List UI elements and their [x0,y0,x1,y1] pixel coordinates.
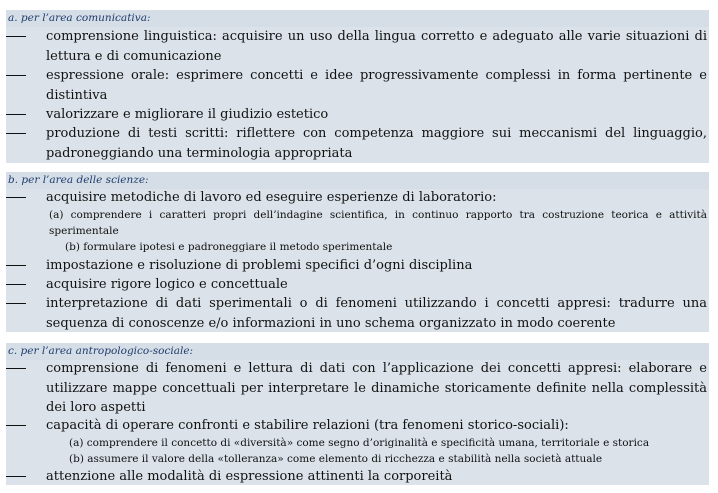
item-text: valorizzare e migliorare il giudizio estetico [46,107,329,122]
section-a-header: a. per l’area comunicativa: [6,10,709,27]
item-text: interpretazione di dati sperimentali o di fenomeni utilizzando i concetti appresi: tradurre una sequenza di conoscenze e/o informazioni in uno schema organizzato in modo coerente [46,296,707,331]
dash-bullet [6,133,26,134]
item-text: produzione di testi scritti: riflettere con competenza maggiore sui meccanismi del linguaggio, padroneggiando una terminologia appropriata [46,126,707,161]
dash-bullet [6,303,26,304]
dash-bullet [6,425,26,426]
dash-bullet [6,75,26,76]
dash-bullet [6,284,26,285]
sub-item: (a) comprendere il concetto di «diversità» come segno d’originalità e specificità umana, territoriale e storica [69,437,650,449]
dash-bullet [6,265,26,266]
item-text: comprensione linguistica: acquisire un uso della lingua corretto e adeguato alle varie situazioni di lettura e di comunicazione [46,29,707,64]
sub-item: (b) formulare ipotesi e padroneggiare il metodo sperimentale [65,241,393,253]
sub-item: (a) comprendere i caratteri propri dell’indagine scientifica, in continuo rapporto tra costruzione teorica e attività sperimentale [49,209,707,237]
dash-bullet [6,114,26,115]
item-text: acquisire rigore logico e concettuale [46,277,288,292]
section-c-header: c. per l’area antropologico-sociale: [6,343,709,360]
dash-bullet [6,36,26,37]
item-text: acquisire metodiche di lavoro ed eseguire esperienze di laboratorio: [46,190,497,205]
dash-bullet [6,476,26,477]
item-text: comprensione di fenomeni e lettura di dati con l’applicazione dei concetti appresi: elaborare e utilizzare mappe concettuali per interpretare le dinamiche storicamente definite nella complessità dei loro aspetti [46,361,707,415]
dash-bullet [6,197,26,198]
dash-bullet [6,368,26,369]
section-b-header: b. per l’area delle scienze: [6,172,709,189]
item-text: impostazione e risoluzione di problemi specifici d’ogni disciplina [46,258,473,273]
sub-item: (b) assumere il valore della «tolleranza» come elemento di ricchezza e stabilità nella società attuale [69,453,603,465]
item-text: capacità di operare confronti e stabilire relazioni (tra fenomeni storico-sociali): [46,418,569,433]
item-text: attenzione alle modalità di espressione attinenti la corporeità [46,469,453,484]
item-text: espressione orale: esprimere concetti e idee progressivamente complessi in forma pertinente e distintiva [46,68,707,103]
